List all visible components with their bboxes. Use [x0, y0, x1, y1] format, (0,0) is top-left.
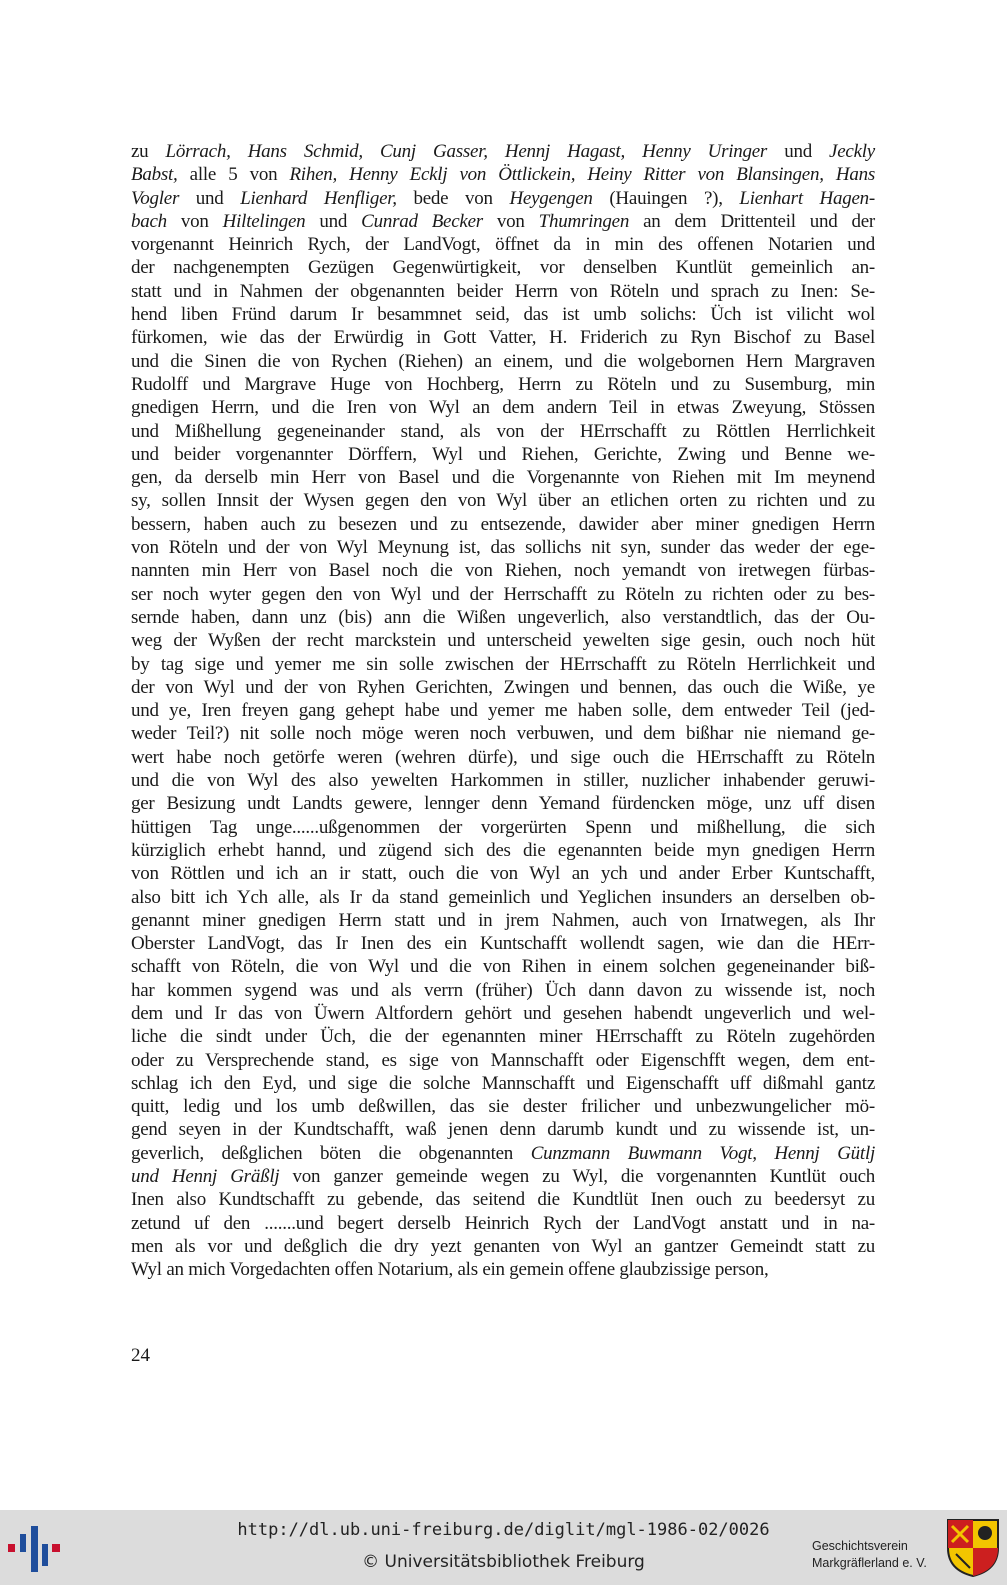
italic-name-run: Heygengen [509, 187, 593, 209]
text-line [131, 816, 875, 839]
text-run: (Hauingen ?), [592, 187, 740, 209]
coat-of-arms-icon [946, 1518, 1000, 1578]
society-name-line1: Geschichtsverein [812, 1539, 908, 1553]
text-run: genannt miner gnedigen Herrn statt und in jrem Nahmen, auch von Irnatwegen, als Ihr [131, 909, 875, 931]
text-run: von [482, 210, 539, 232]
text-run: zetund uf den .......und begert derselb Heinrich Rych der LandVogt anstatt und in na- [131, 1212, 875, 1234]
text-line [131, 839, 875, 862]
text-run: schafft von Röteln, die von Wyl und die von Rihen in einem solchen gegeneinander biß- [131, 956, 875, 978]
text-line [131, 653, 875, 676]
text-line [131, 1165, 875, 1188]
text-line [131, 210, 875, 233]
text-line [131, 140, 875, 163]
text-run: sy, sollen Innsit der Wysen gegen den von Wyl über an etlichen orten zu richten und zu [131, 490, 875, 512]
text-run: schlag ich den Eyd, und sige die solche Mannschafft und Eigenschafft uff dißmahl gantz [131, 1072, 875, 1094]
text-run: und [305, 210, 362, 232]
text-line [131, 769, 875, 792]
italic-name-run: Rihen, Henny Ecklj von Öttlickein, Heiny Ritter von Blansingen, Hans [289, 164, 875, 186]
society-name-line2: Markgräflerland e. V. [812, 1556, 927, 1570]
text-line [131, 489, 875, 512]
text-run: alle 5 von [177, 164, 290, 186]
text-line [131, 1072, 875, 1095]
text-line [131, 187, 875, 210]
italic-name-run: Jeckly [829, 141, 875, 162]
text-line [131, 350, 875, 373]
text-line [131, 1049, 875, 1072]
text-run: und Mißhellung gegeneinander stand, als von der HErrschafft zu Röttlen Herrlichkeit [131, 420, 875, 442]
text-line [131, 909, 875, 932]
text-run: ger Besizung undt Landts gewere, lennger denn Yemand fürdencken möge, unz uff disen [131, 793, 875, 815]
text-run: ser noch wyter gegen den von Wyl und der Herrschafft zu Röteln zu richten oder zu bes- [131, 583, 875, 605]
text-line [131, 955, 875, 978]
text-run: har kommen sygend was und als verrn (früher) Üch dann davon zu wissende ist, noch [131, 979, 875, 1001]
italic-name-run: Hiltelingen [222, 210, 306, 232]
text-line [131, 1025, 875, 1048]
text-run: by tag sige und yemer me sin solle zwischen der HErrschafft zu Röteln Herrlichkeit und [131, 653, 875, 675]
text-line [131, 1188, 875, 1211]
text-run: wert habe noch getörfe weren (wehren dürfe), und sige ouch die HErrschafft zu Röteln [131, 746, 875, 768]
text-run: von Röteln und der von Wyl Meynung ist, das sollichs nit syn, sunder das weder der ege- [131, 537, 875, 559]
text-line [131, 676, 875, 699]
text-run: und [767, 141, 830, 162]
page-number: 24 [131, 1345, 150, 1366]
text-run: der nachgenempten Gezügen Gegenwürtigkeit, vor denselben Kuntlüt gemeinlich an- [131, 257, 875, 279]
italic-name-run: bach [131, 210, 167, 232]
text-run: gend seyen in der Kundtschafft, waß jenen denn darumb kundt und zu wissende ist, un- [131, 1119, 875, 1141]
italic-name-run: Lienhart Hagen- [739, 187, 875, 209]
text-run: liche die sindt under Üch, die der egenannten miner HErrschafft zu Röteln zugehörden [131, 1026, 875, 1048]
text-line [131, 396, 875, 419]
text-run: weg der Wyßen der recht marckstein und unterscheid yewelten sige gesin, ouch noch hüt [131, 630, 875, 652]
text-run: geverlich, deßglichen böten die obgenannten [131, 1142, 531, 1164]
text-run: men als vor und deßglich die dry yezt genanten von Wyl an gantzer Gemeindt statt zu [131, 1235, 875, 1257]
text-line [131, 1235, 875, 1258]
text-run: vorgenannt Heinrich Rych, der LandVogt, öffnet da in min des offenen Notarien und [131, 234, 875, 256]
footer-url-link[interactable]: http://dl.ub.uni-freiburg.de/diglit/mgl-1986-02/0026 [237, 1520, 770, 1540]
text-run: an dem Drittenteil und der [629, 210, 876, 232]
italic-name-run: und Hennj Gräßlj [131, 1166, 280, 1188]
text-run: hend liben Fründ darum Ir besammnet seid, das ist umb solichs: Üch ist vilicht wol [131, 304, 875, 326]
document-body [131, 140, 875, 1282]
text-line [131, 163, 875, 186]
text-line [131, 1095, 875, 1118]
text-run: von Röttlen und ich an ir statt, ouch die von Wyl an ych und ander Erber Kuntschafft, [131, 863, 875, 885]
text-line [131, 606, 875, 629]
text-run: weder Teil?) nit solle noch möge weren noch verbuwen, und dem bißhar nie niemand ge- [131, 723, 875, 745]
society-name [812, 1538, 942, 1572]
text-line [131, 466, 875, 489]
text-run: von ganzer gemeinde wegen zu Wyl, die vorgenannten Kuntlüt ouch [279, 1166, 876, 1188]
text-run: bessern, haben auch zu besezen und zu entsezende, dawider aber miner gnedigen Herrn [131, 513, 875, 535]
text-line [131, 513, 875, 536]
text-line [131, 303, 875, 326]
text-line [131, 326, 875, 349]
text-run: und ye, Iren freyen gang gehept habe und yemer me haben solle, dem entweder Teil (jed- [131, 700, 875, 722]
text-run: Rudolff und Margrave Huge von Hochberg, Herrn zu Röteln und zu Susemburg, min [131, 373, 875, 395]
italic-name-run: Vogler [131, 187, 180, 209]
text-line [131, 1002, 875, 1025]
text-run: Oberster LandVogt, das Ir Inen des ein Kuntschafft wollendt sagen, wie dan die HErr- [131, 933, 875, 955]
italic-name-run: Thumringen [538, 210, 630, 232]
text-run: gen, da derselb min Herr von Basel und die Vorgenannte von Riehen mit Im meynend [131, 467, 875, 489]
text-line [131, 862, 875, 885]
text-run: oder zu Versprechende stand, es sige von Mannschafft oder Eigenschfft wegen, dem ent- [131, 1049, 875, 1071]
text-line [131, 420, 875, 443]
text-line [131, 886, 875, 909]
italic-name-run: Cunzmann Buwmann Vogt, Hennj Gütlj [530, 1142, 876, 1164]
text-line [131, 1118, 875, 1141]
text-run: der von Wyl und der von Ryhen Gerichten, Zwingen und bennen, das ouch die Wiße, ye [131, 676, 875, 698]
text-run: gnedigen Herrn, und die Iren von Wyl an dem andern Teil in etwas Zweyung, Stössen [131, 397, 875, 419]
text-run: fürkomen, wie das der Erwürdig in Gott Vatter, H. Friderich zu Ryn Bischof zu Basel [131, 327, 875, 349]
text-run: statt und in Nahmen der obgenannten beider Herrn von Röteln und sprach zu Inen: Se- [131, 280, 875, 302]
text-line [131, 1212, 875, 1235]
text-run: dem und Ir das von Üwern Altfordern gehört und gesehen habendt ungeverlich und wel- [131, 1002, 875, 1024]
text-run: und [179, 187, 241, 209]
text-run: quitt, ledig und los umb deßwillen, das sie dester frilicher und unbezwungelicher mö- [131, 1096, 875, 1118]
text-line [131, 699, 875, 722]
text-line [131, 746, 875, 769]
text-line [131, 559, 875, 582]
text-run: nannten min Herr von Basel noch die von Riehen, noch yemandt von iretwegen fürbas- [131, 560, 875, 582]
text-line [131, 583, 875, 606]
text-run: hüttigen Tag unge......ußgenommen der vorgerürten Spenn und mißhellung, die sich [131, 816, 875, 838]
text-line [131, 443, 875, 466]
text-line [131, 792, 875, 815]
text-run: zu [131, 141, 166, 162]
text-line [131, 256, 875, 279]
text-line [131, 280, 875, 303]
text-run: also bitt ich Ych alle, als Ir da stand gemeinlich und Yeglichen insunders an derselben ob- [131, 886, 875, 908]
text-run: Inen also Kundtschafft zu gebende, das seitend die Kundtlüt Inen ouch zu beedersyt zu [131, 1189, 875, 1211]
text-run: und die von Wyl des also yewelten Harkommen in stiller, nuzlicher inhabender geruwi- [131, 770, 875, 792]
text-line [131, 373, 875, 396]
text-line [131, 629, 875, 652]
text-run: und die Sinen die von Rychen (Riehen) an einem, und die wolgebornen Hern Margraven [131, 350, 875, 372]
text-line [131, 1258, 875, 1281]
text-run: bede von [396, 187, 510, 209]
footer-copyright: © Universitätsbibliothek Freiburg [362, 1552, 645, 1572]
text-run: sernde haben, dann unz (bis) ann die Wißen ungeverlich, also verstandtlich, das der Ou- [131, 606, 875, 628]
text-run: von [166, 210, 223, 232]
italic-name-run: Cunrad Becker [361, 210, 483, 232]
italic-name-run: Lienhard Henfliger, [240, 187, 397, 209]
text-line [131, 1142, 875, 1165]
text-line [131, 722, 875, 745]
italic-name-run: Lörrach, Hans Schmid, Cunj Gasser, Hennj Hagast, Henny Uringer [165, 141, 768, 162]
footer-bar [0, 1510, 1007, 1585]
text-line [131, 536, 875, 559]
text-line [131, 932, 875, 955]
text-line [131, 979, 875, 1002]
italic-name-run: Babst, [131, 164, 178, 186]
text-line [131, 233, 875, 256]
text-run: und beider vorgenannter Dörffern, Wyl und Riehen, Gerichte, Zwing und Benne we- [131, 443, 875, 465]
text-run: kürziglich erhebt hannd, und zügend sich des die egenannten beide myn gnedigen Herrn [131, 839, 875, 861]
text-run: Wyl an mich Vorgedachten offen Notarium, als ein gemein offene glaubzissige person, [131, 1259, 769, 1281]
